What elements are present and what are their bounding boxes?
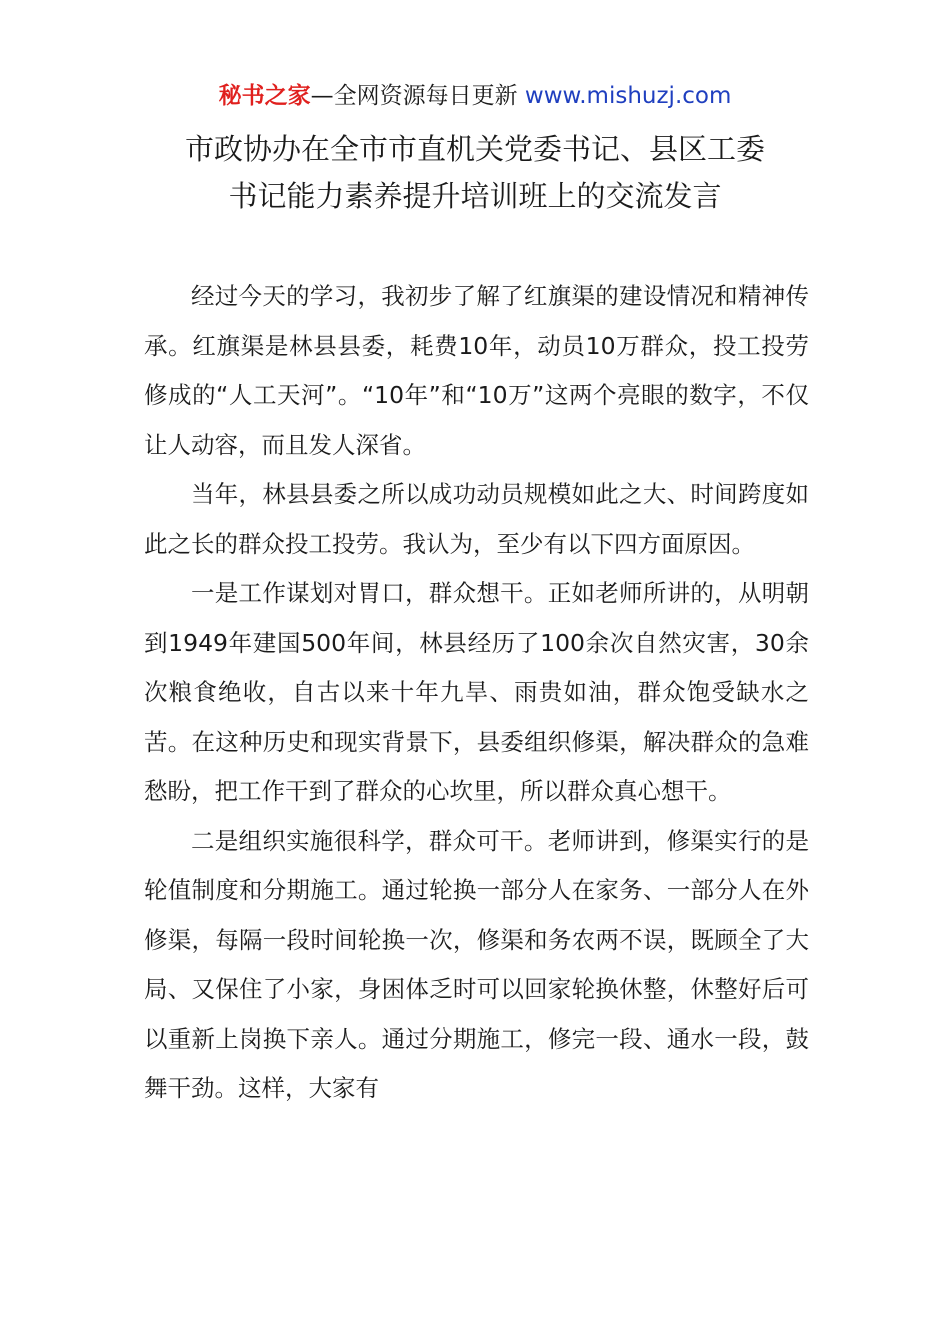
paragraph-2: 当年，林县县委之所以成功动员规模如此之大、时间跨度如此之长的群众投工投劳。我认为，至少有以下四方面原因。: [144, 480, 809, 558]
paragraph-4: 二是组织实施很科学，群众可干。老师讲到，修渠实行的是轮值制度和分期施工。通过轮换一部分人在家务、一部分人在外修渠，每隔一段时间轮换一次，修渠和务农两不误，既顾全了大局、又保住了小家，身困体乏时可以回家轮换休整，休整好后可以重新上岗换下亲人。通过分期施工，修完一段、通水一段，鼓舞干劲。这样，大家有: [144, 826, 809, 1102]
document-title: [120, 126, 830, 220]
document-body: [144, 272, 809, 1114]
title-line-2: 书记能力素养提升培训班上的交流发言: [228, 179, 722, 213]
site-header: [0, 80, 950, 112]
paragraph-1: 经过今天的学习，我初步了解了红旗渠的建设情况和精神传承。红旗渠是林县县委，耗费10年，动员10万群众，投工投劳修成的“人工天河”。“10年”和“10万”这两个亮眼的数字，不仅让人动容，而且发人深省。: [144, 282, 809, 459]
site-url-link[interactable]: www.mishuzj.com: [524, 83, 732, 109]
paragraph-3: 一是工作谋划对胃口，群众想干。正如老师所讲的，从明朝到1949年建国500年间，林县经历了100余次自然灾害，30余次粮食绝收，自古以来十年九旱、雨贵如油，群众饱受缺水之苦。在这种历史和现实背景下，县委组织修渠，解决群众的急难愁盼，把工作干到了群众的心坎里，所以群众真心想干。: [144, 579, 809, 805]
brand-name: 秘书之家: [218, 83, 311, 109]
title-line-1: 市政协办在全市市直机关党委书记、县区工委: [184, 132, 765, 166]
header-tagline: —全网资源每日更新: [310, 83, 525, 109]
